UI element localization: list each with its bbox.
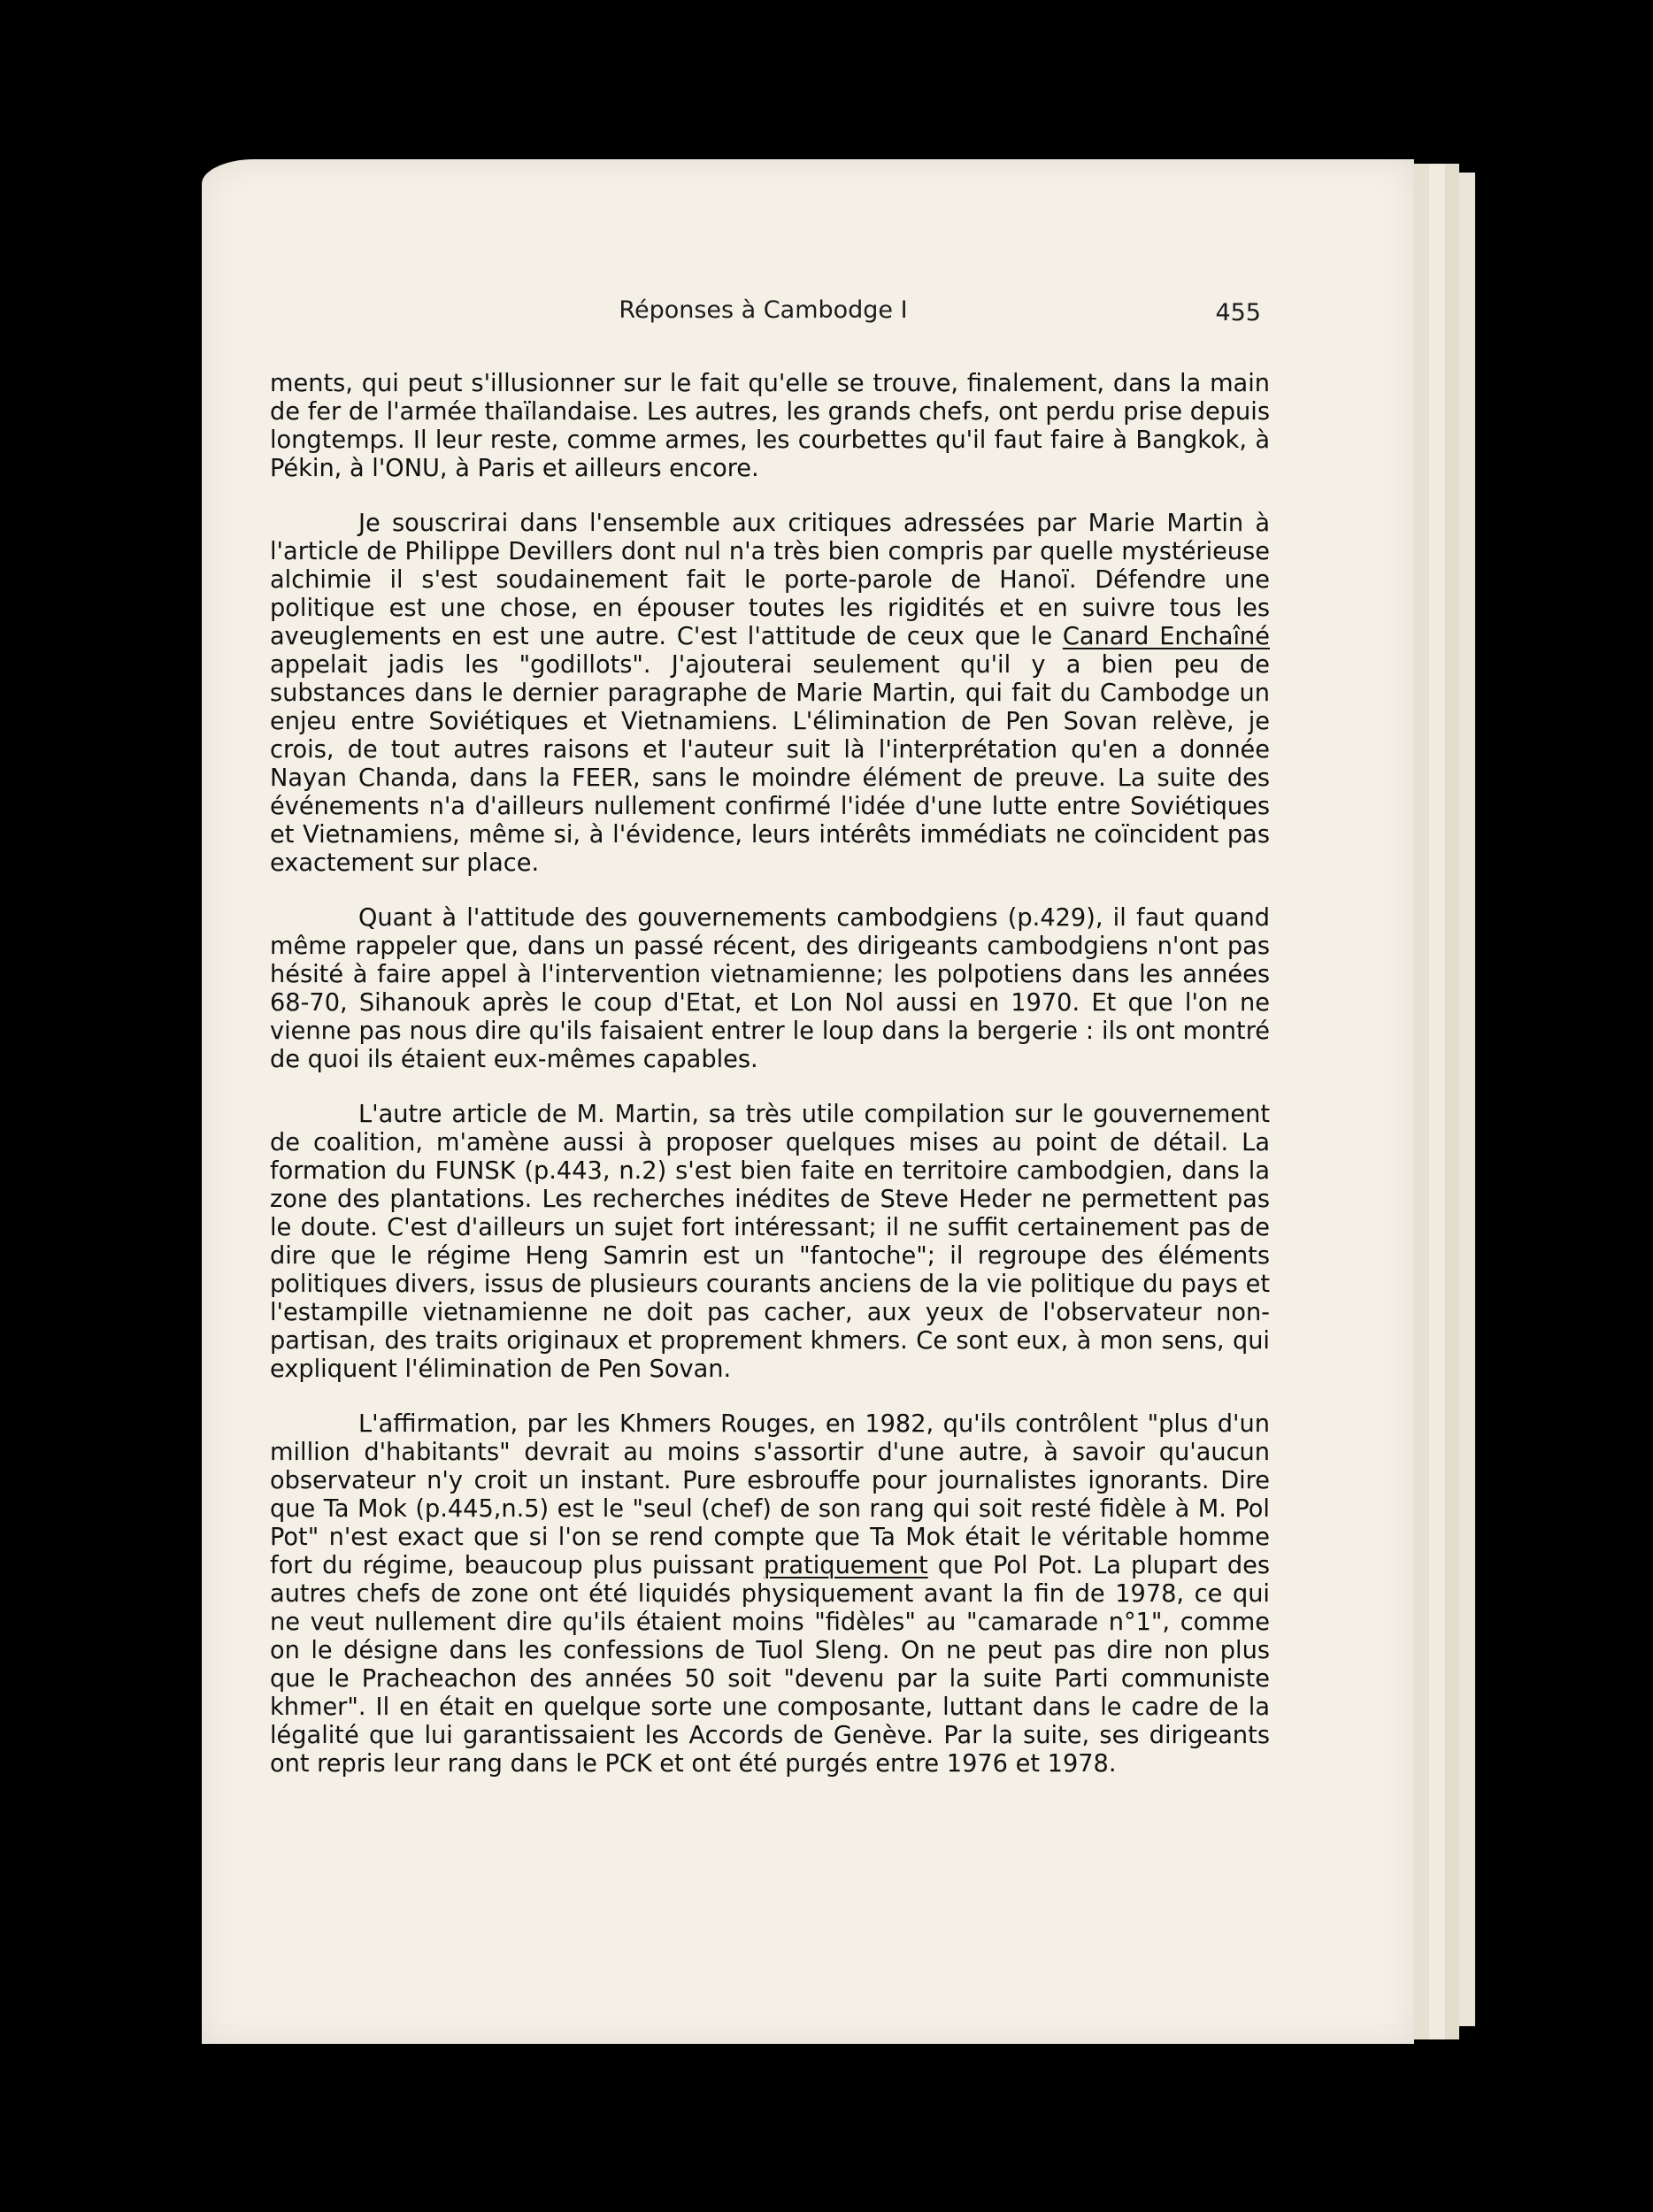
paragraph	[270, 510, 1270, 878]
paragraph-text: L'autre article de M. Martin, sa très utile compilation sur le gouvernement de coalition, m'amène aussi à proposer quelques mises au point de détail. La formation du FUNSK (p.443, n.2) s'est bien faite en territoire cambodgien, dans la zone des plantations. Les recherches inédites de Steve Heder ne permettent pas le doute. C'est d'ailleurs un sujet fort intéressant; il ne suffit certainement pas de dire que le régime Heng Samrin est un "fantoche"; il regroupe des éléments politiques divers, issus de plusieurs courants anciens de la vie politique du pays et l'estampille vietnamienne ne doit pas cacher, aux yeux de l'observateur non-partisan, des traits originaux et proprement khmers. Ce sont eux, à mon sens, qui expliquent l'élimination de Pen Sovan.	[270, 1101, 1270, 1383]
paragraph-text: L'affirmation, par les Khmers Rouges, en 1982, qu'ils contrôlent "plus d'un million d'habitants" devrait au moins s'assortir d'une autre, à savoir qu'aucun observateur n'y croit un instant. Pure esbrouffe pour journalistes ignorants. Dire que Ta Mok (p.445,n.5) est le "seul (chef) de son rang qui soit resté fidèle à M. Pol Pot" n'est exact que si l'on se rend compte que Ta Mok était le véritable homme fort du régime, beaucoup plus puissant	[270, 1410, 1270, 1579]
body-text	[270, 370, 1270, 1805]
paragraph-text: ments, qui peut s'illusionner sur le fait qu'elle se trouve, finalement, dans la main de fer de l'armée thaïlandaise. Les autres, les grands chefs, ont perdu prise depuis longtemps. Il leur reste, comme armes, les courbettes qu'il faut faire à Bangkok, à Pékin, à l'ONU, à Paris et ailleurs encore.	[270, 370, 1270, 482]
underlined-text: pratiquement	[764, 1552, 928, 1579]
underlined-text: Canard Enchaîné	[1062, 623, 1270, 650]
paragraph-text: que Pol Pot. La plupart des autres chefs de zone ont été liquidés physiquement avant la fin de 1978, ce qui ne veut nullement dire qu'ils étaient moins "fidèles" au "camarade n°1", comme on le désigne dans les confessions de Tuol Sleng. On ne peut pas dire non plus que le Pracheachon des années 50 soit "devenu par la suite Parti communiste khmer". Il en était en quelque sorte une composante, luttant dans le cadre de la légalité que lui garantissaient les Accords de Genève. Par la suite, ses dirigeants ont repris leur rang dans le PCK et ont été purgés entre 1976 et 1978.	[270, 1552, 1270, 1778]
running-title: Réponses à Cambodge I	[619, 296, 908, 324]
page-edge	[1411, 164, 1429, 2039]
page-edge	[1429, 164, 1445, 2039]
paragraph	[270, 1410, 1270, 1778]
paragraph-text: Quant à l'attitude des gouvernements cambodgiens (p.429), il faut quand même rappeler que, dans un passé récent, des dirigeants cambodgiens n'ont pas hésité à faire appel à l'intervention vietnamienne; les polpotiens dans les années 68-70, Sihanouk après le coup d'Etat, et Lon Nol aussi en 1970. Et que l'on ne vienne pas nous dire qu'ils faisaient entrer le loup dans la bergerie : ils ont montré de quoi ils étaient eux-mêmes capables.	[270, 904, 1270, 1073]
paragraph-text: Je souscrirai dans l'ensemble aux critiques adressées par Marie Martin à l'article de Philippe Devillers dont nul n'a très bien compris par quelle mystérieuse alchimie il s'est soudainement fait le porte-parole de Hanoï. Défendre une politique est une chose, en épouser toutes les rigidités et en suivre tous les aveuglements en est une autre. C'est l'attitude de ceux que le	[270, 510, 1270, 650]
page-edge	[1445, 164, 1459, 2039]
paragraph	[270, 370, 1270, 483]
page-header	[265, 296, 1261, 341]
page-edge	[1459, 173, 1475, 2026]
paragraph	[270, 904, 1270, 1074]
paragraph	[270, 1101, 1270, 1384]
paragraph-text: appelait jadis les "godillots". J'ajouterai seulement qu'il y a bien peu de substances dans le dernier paragraphe de Marie Martin, qui fait du Cambodge un enjeu entre Soviétiques et Vietnamiens. L'élimination de Pen Sovan relève, je crois, de tout autres raisons et l'auteur suit là l'interprétation qu'en a donnée Nayan Chanda, dans la FEER, sans le moindre élément de preuve. La suite des événements n'a d'ailleurs nullement confirmé l'idée d'une lutte entre Soviétiques et Vietnamiens, même si, à l'évidence, leurs intérêts immédiats ne coïncident pas exactement sur place.	[270, 651, 1270, 877]
page-number: 455	[1215, 299, 1261, 326]
